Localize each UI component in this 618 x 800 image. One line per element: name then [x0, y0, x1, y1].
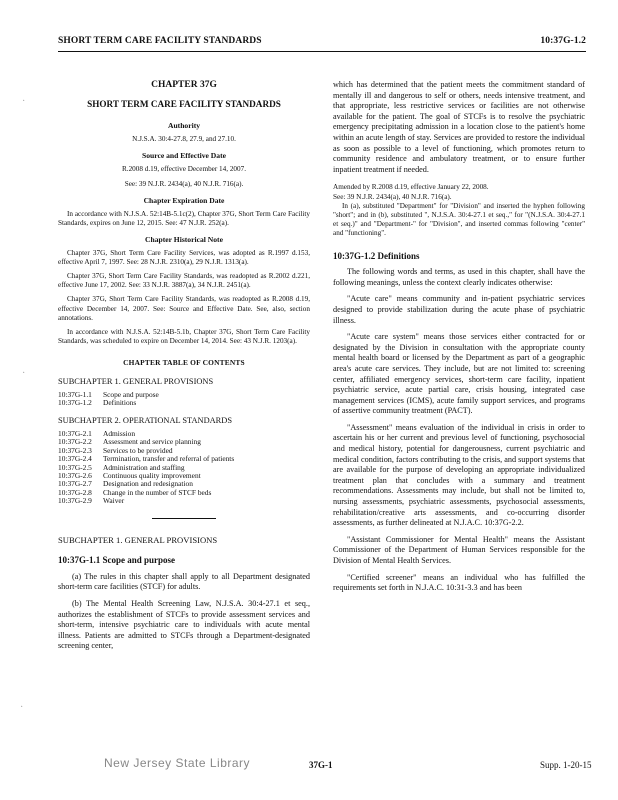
margin-mark: · — [20, 702, 24, 713]
history-note: Chapter 37G, Short Term Care Facility Standards, was readopted as R.2002 d.221, effective June 17, 2002. See: 33 N.J.R. 3887(a), 34 N.J.R. 2451(a). — [58, 271, 310, 290]
toc-row: 10:37G-2.1 Admission — [58, 429, 136, 438]
toc-subchapter-1: SUBCHAPTER 1. GENERAL PROVISIONS — [58, 377, 214, 386]
header-section: 10:37G-1.2 — [540, 36, 586, 46]
toc-list-1 — [58, 391, 310, 408]
amendment-detail: In (a), substituted "Department" for "Division" and inserted the hyphen following "short"; and in (b), substituted ", N.J.S.A. 30:4-27.1 et seq.," for "(N.J.S.A. 30:4-27.1 et seq.)" and "Department-" for "Division", and inserted commas following "center" and "functioning". — [333, 201, 585, 238]
margin-mark: · — [22, 96, 26, 107]
amendment-note — [333, 183, 585, 238]
chapter-title: SHORT TERM CARE FACILITY STANDARDS — [87, 98, 281, 109]
supplement-date: Supp. 1-20-15 — [540, 760, 592, 770]
paragraph-b: (b) The Mental Health Screening Law, N.J.S.A. 30:4-27.1 et seq., authorizes the establishment of STCFs to provide assessment services and short-term, intensive psychiatric care to individuals with acute mental illness. Patients are admitted to STCFs through a Department-designated screening center, — [58, 599, 310, 651]
toc-row: 10:37G-1.2 Definitions — [58, 398, 137, 407]
source-heading: Source and Effective Date — [141, 150, 226, 160]
toc-row: 10:37G-2.8 Change in the number of STCF beds — [58, 487, 212, 497]
amendment-line: Amended by R.2008 d.19, effective January 22, 2008. — [333, 183, 489, 192]
source-citation: See: 39 N.J.R. 2434(a), 40 N.J.R. 716(a). — [124, 179, 244, 188]
authority-text: N.J.S.A. 30:4-27.8, 27.9, and 27.10. — [132, 134, 236, 143]
running-header — [58, 36, 586, 50]
body-subchapter-heading: SUBCHAPTER 1. GENERAL PROVISIONS — [58, 534, 218, 545]
toc-row: 10:37G-1.1 Scope and purpose — [58, 389, 159, 399]
expiration-text: In accordance with N.J.S.A. 52:14B-5.1c(2), Chapter 37G, Short Term Care Facility Standards, expires on June 12, 2015. See: 47 N.J.R. 252(a). — [58, 209, 310, 227]
toc-list-2 — [58, 430, 310, 506]
history-note: Chapter 37G, Short Term Care Facility Services, was adopted as R.1997 d.153, effective April 7, 1997. See: 28 N.J.R. 2310(a), 29 N.J.R. 1313(a). — [58, 248, 310, 266]
paragraph-b-continued: which has determined that the patient meets the commitment standard of mentally ill and dangerous to self or others, needs intensive treatment, and that appropriate, less restrictive services or facilities are not otherwise available for the patient. The goal of STCFs is to resolve the psychiatric emergency precipitating admission in a location close to the patient's home within an acute length of stay. Services are provided to restore the individual as soon as possible to a level of functioning, which promotes return to community residence and ambulatory treatment, or to ensure further inpatient treatment if needed. — [333, 80, 585, 174]
definition-assessment: "Assessment" means evaluation of the individual in crisis in order to ascertain his or her current and previous level of functioning, psychosocial and medical history, potential for dangerousness, current psychiatric and medical condition, factors contributing to the crisis, and support systems that are available for the purpose of developing an appropriate individualized treatment plan that concludes with a summary and treatment recommendations. Assessments may include, but shall not be limited to, nursing assessments, psychiatric assessments, psychosocial assessments, rehabilitation/creative arts assessments, and co-occurring disorder assessments, as further delineated at N.J.A.C. 10:37G-2.2. — [333, 422, 585, 528]
authority-heading: Authority — [167, 121, 201, 131]
header-rule — [58, 51, 586, 52]
history-note: Chapter 37G, Short Term Care Facility Standards, was readopted as R.2008 d.19, effective December 14, 2007. See: Source and Effective Date. See, also, section annotations. — [58, 295, 310, 322]
toc-row: 10:37G-2.6 Continuous quality improvement — [58, 471, 201, 481]
history-heading: Chapter Historical Note — [145, 234, 223, 244]
library-watermark: New Jersey State Library — [104, 756, 251, 770]
toc-row: 10:37G-2.9 Waiver — [58, 496, 125, 506]
left-column — [58, 80, 310, 658]
chapter-number: CHAPTER 37G — [151, 80, 217, 90]
section-heading-1-2: 10:37G-1.2 Definitions — [333, 250, 420, 261]
expiration-heading: Chapter Expiration Date — [143, 195, 225, 205]
toc-row: 10:37G-2.5 Administration and staffing — [58, 462, 185, 472]
definition-certified-screener: "Certified screener" means an individual who has fulfilled the requirements set forth in N.J.A.C. 10:31-3.3 and has been — [333, 572, 585, 593]
toc-heading: CHAPTER TABLE OF CONTENTS — [123, 358, 245, 368]
definition-acute-care: "Acute care" means community and in-patient psychiatric services designed to provide stabilization during the acute phase of psychiatric illness. — [333, 294, 585, 325]
toc-row: 10:37G-2.4 Termination, transfer and referral of patients — [58, 454, 235, 464]
source-text: R.2008 d.19, effective December 14, 2007. — [121, 164, 247, 173]
right-column — [333, 80, 585, 600]
paragraph-a: (a) The rules in this chapter shall apply to all Department designated short-term care facilities (STCF) for adults. — [58, 571, 310, 592]
history-note: In accordance with N.J.S.A. 52:14B-5.1b, Chapter 37G, Short Term Care Facility Standards, was scheduled to expire on December 14, 2014. See: 43 N.J.R. 1203(a). — [58, 328, 310, 346]
page-number: 37G-1 — [309, 760, 333, 770]
definition-assistant-commissioner: "Assistant Commissioner for Mental Health" means the Assistant Commissioner of the Department of Human Services responsible for the Division of Mental Health Services. — [333, 534, 585, 565]
toc-row: 10:37G-2.3 Services to be provided — [58, 445, 173, 455]
definition-acute-care-system: "Acute care system" means those services either contracted for or designated by the Division in consultation with the appropriate county mental health board or licensed by the Department as part of a geographic area's acute care services. They include, but are not limited to: screening center, affiliated emergency services, short-term care facility, inpatient psychiatric service, acute partial care, crisis housing, integrated case management services (ICMS), acute family support services, and programs of assertive community treatment (PACT). — [333, 332, 585, 416]
history-block — [58, 249, 310, 347]
section-divider — [152, 518, 216, 519]
definitions-intro: The following words and terms, as used in this chapter, shall have the following meanings, unless the context clearly indicates otherwise: — [333, 267, 585, 287]
margin-mark: · — [22, 368, 26, 379]
amendment-citation: See: 39 N.J.R. 2434(a), 40 N.J.R. 716(a). — [333, 192, 452, 201]
header-title: SHORT TERM CARE FACILITY STANDARDS — [58, 36, 262, 46]
toc-subchapter-2: SUBCHAPTER 2. OPERATIONAL STANDARDS — [58, 416, 232, 426]
toc-row: 10:37G-2.7 Designation and redesignation — [58, 479, 193, 489]
expiration-block — [58, 210, 310, 228]
toc-row: 10:37G-2.2 Assessment and service planning — [58, 437, 201, 447]
section-heading-1-1: 10:37G-1.1 Scope and purpose — [58, 555, 176, 566]
